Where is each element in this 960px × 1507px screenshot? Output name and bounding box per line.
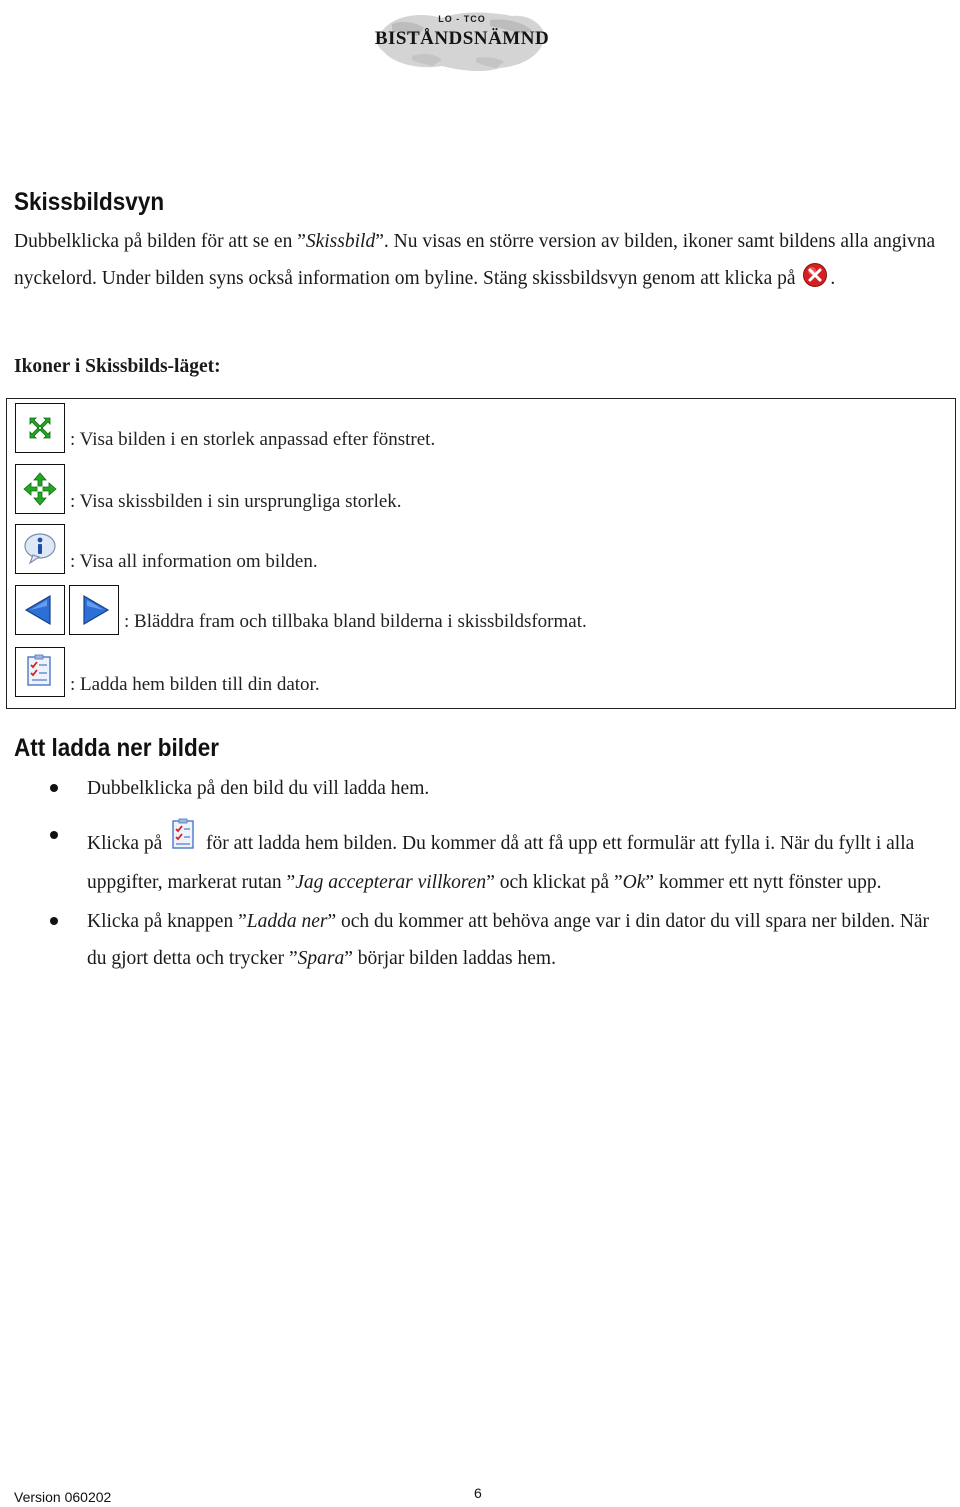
page-number: 6: [474, 1485, 482, 1501]
icon-label-original-size: : Visa skissbilden i sin ursprungliga storlek.: [70, 491, 402, 512]
icons-subheading: Ikoner i Skissbilds-läget:: [14, 356, 221, 377]
section-heading-skissbildsvyn: Skissbildsvyn: [14, 188, 165, 216]
fit-window-icon: [15, 403, 65, 453]
intro-text-end: .: [830, 268, 836, 289]
icon-label-download: : Ladda hem bilden till din dator.: [70, 674, 320, 695]
arrow-left-icon: [15, 585, 65, 635]
arrow-right-icon: [69, 585, 119, 635]
bullet3-text-e: ” börjar bilden laddas hem.: [344, 948, 556, 969]
download-steps-list: [0, 770, 960, 979]
footer-version: Version 060202: [14, 1489, 112, 1505]
bullet3-text-c: ” och du kommer att behöva ange var i din dator du vill spara ner bilden. När du gjort detta och trycker ”: [87, 911, 930, 969]
list-item: [0, 770, 960, 807]
intro-text-b: ”. Nu visas en större version av bilden, ikoner samt bildens alla angivna nyckelord. Under bilden syns också information om byline. Stäng skissbildsvyn genom att klicka på: [14, 231, 936, 289]
bullet2-text-d: ” och klickat på ”: [486, 872, 623, 893]
bullet-icon: [50, 784, 58, 792]
bullet2-text-b: för att ladda hem bilden. Du kommer då att få upp ett formulär att fylla i. När du fyllt i alla uppgifter, markerat rutan ”: [87, 833, 915, 893]
icon-label-arrows: : Bläddra fram och tillbaka bland bilderna i skissbildsformat.: [124, 611, 587, 632]
download-checklist-inline-icon: [169, 817, 199, 864]
bistandsnamnd-logo: [372, 4, 552, 76]
bullet3-italic-spara: Spara: [297, 948, 345, 969]
intro-italic-skissbild: Skissbild: [305, 231, 376, 252]
intro-paragraph: [14, 223, 949, 301]
list-item: [0, 903, 960, 977]
intro-text-a: Dubbelklicka på bilden för att se en ”: [14, 231, 306, 252]
info-icon: [15, 524, 65, 574]
bullet1-text: Dubbelklicka på den bild du vill ladda hem.: [87, 778, 430, 799]
bullet2-italic-ok: Ok: [622, 872, 646, 893]
bullet2-italic-accept: Jag accepterar villkoren: [295, 872, 487, 893]
section-heading-att-ladda-ner-bilder: Att ladda ner bilder: [14, 734, 220, 762]
logo-main-text: BISTÅNDSNÄMND: [374, 28, 550, 49]
icon-label-fit-window: : Visa bilden i en storlek anpassad efter fönstret.: [70, 429, 436, 450]
bullet3-italic-ladda-ner: Ladda ner: [246, 911, 328, 932]
icon-legend-box: [6, 398, 956, 709]
original-size-icon: [15, 464, 65, 514]
bullet-icon: [50, 917, 58, 925]
bullet3-text-a: Klicka på knappen ”: [87, 911, 247, 932]
close-icon: [802, 262, 828, 301]
list-item: [0, 817, 960, 901]
icon-label-info: : Visa all information om bilden.: [70, 551, 318, 572]
logo-top-text: LO - TCO: [438, 14, 486, 24]
bullet2-text-f: ” kommer ett nytt fönster upp.: [645, 872, 882, 893]
bullet2-text-a: Klicka på: [87, 833, 163, 854]
bullet-icon: [50, 831, 58, 839]
download-checklist-icon: [15, 647, 65, 697]
